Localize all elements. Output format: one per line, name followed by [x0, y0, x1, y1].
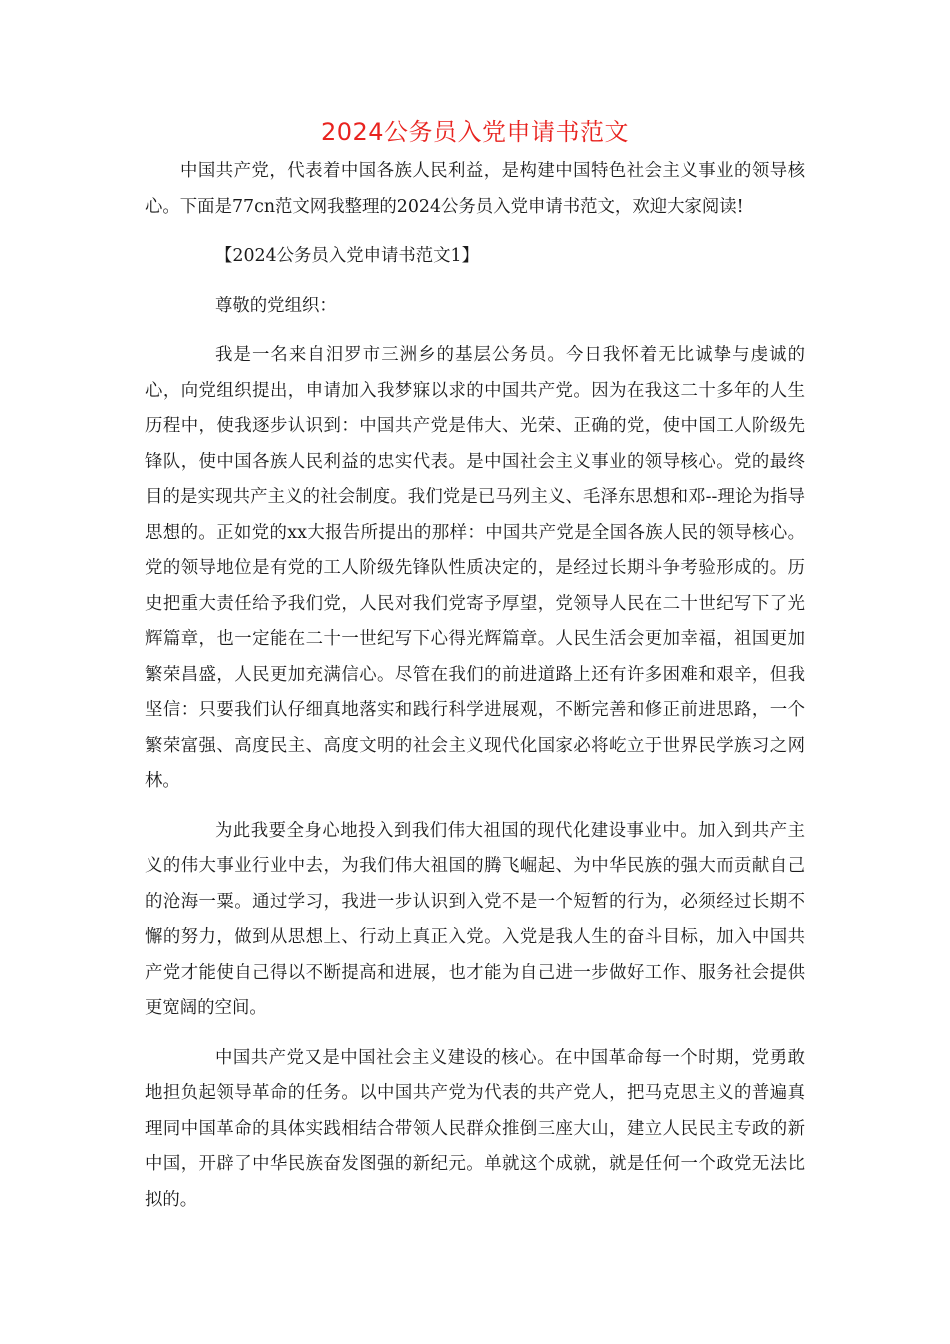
document-body: [145, 154, 805, 1218]
section-heading: 【2024公务员入党申请书范文1】: [215, 246, 480, 266]
salutation: 尊敬的党组织：: [215, 295, 337, 316]
document-title: 2024公务员入党申请书范文: [320, 118, 630, 146]
body-paragraph: 中国共产党又是中国社会主义建设的核心。在中国革命每一个时期，党勇敢地担负起领导革命的任务。以中国共产党为代表的共产党人，把马克思主义的普遍真理同中国革命的具体实践相结合带领人民群众推倒三座大山，建立人民民主专政的新中国，开辟了中华民族奋发图强的新纪元。单就这个成就，就是任何一个政党无法比拟的。: [145, 1047, 805, 1210]
body-paragraph: 我是一名来自汨罗市三洲乡的基层公务员。今日我怀着无比诚挚与虔诚的心，向党组织提出，申请加入我梦寐以求的中国共产党。因为在我这二十多年的人生历程中，使我逐步认识到：中国共产党是伟大、光荣、正确的党，使中国工人阶级先锋队，使中国各族人民利益的忠实代表。是中国社会主义事业的领导核心。党的最终目的是实现共产主义的社会制度。我们党是已马列主义、毛泽东思想和邓--理论为指导思想的。正如党的xx大报告所提出的那样：中国共产党是全国各族人民的领导核心。党的领导地位是有党的工人阶级先锋队性质决定的，是经过长期斗争考验形成的。历史把重大责任给予我们党，人民对我们党寄予厚望，党领导人民在二十世纪写下了光辉篇章，也一定能在二十一世纪写下心得光辉篇章。人民生活会更加幸福，祖国更加繁荣昌盛，人民更加充满信心。尽管在我们的前进道路上还有许多困难和艰辛，但我坚信：只要我们认仔细真地落实和践行科学进展观，不断完善和修正前进思路，一个繁荣富强、高度民主、高度文明的社会主义现代化国家必将屹立于世界民学族习之网林。: [145, 345, 805, 791]
intro-paragraph: 中国共产党，代表着中国各族人民利益，是构建中国特色社会主义事业的领导核心。下面是77cn范文网我整理的2024公务员入党申请书范文，欢迎大家阅读!: [145, 161, 805, 217]
body-paragraph: 为此我要全身心地投入到我们伟大祖国的现代化建设事业中。加入到共产主义的伟大事业行业中去，为我们伟大祖国的腾飞崛起、为中华民族的强大而贡献自己的沧海一粟。通过学习，我进一步认识到入党不是一个短暂的行为，必须经过长期不懈的努力，做到从思想上、行动上真正入党。入党是我人生的奋斗目标，加入中国共产党才能使自己得以不断提高和进展，也才能为自己进一步做好工作、服务社会提供更宽阔的空间。: [145, 820, 805, 1018]
